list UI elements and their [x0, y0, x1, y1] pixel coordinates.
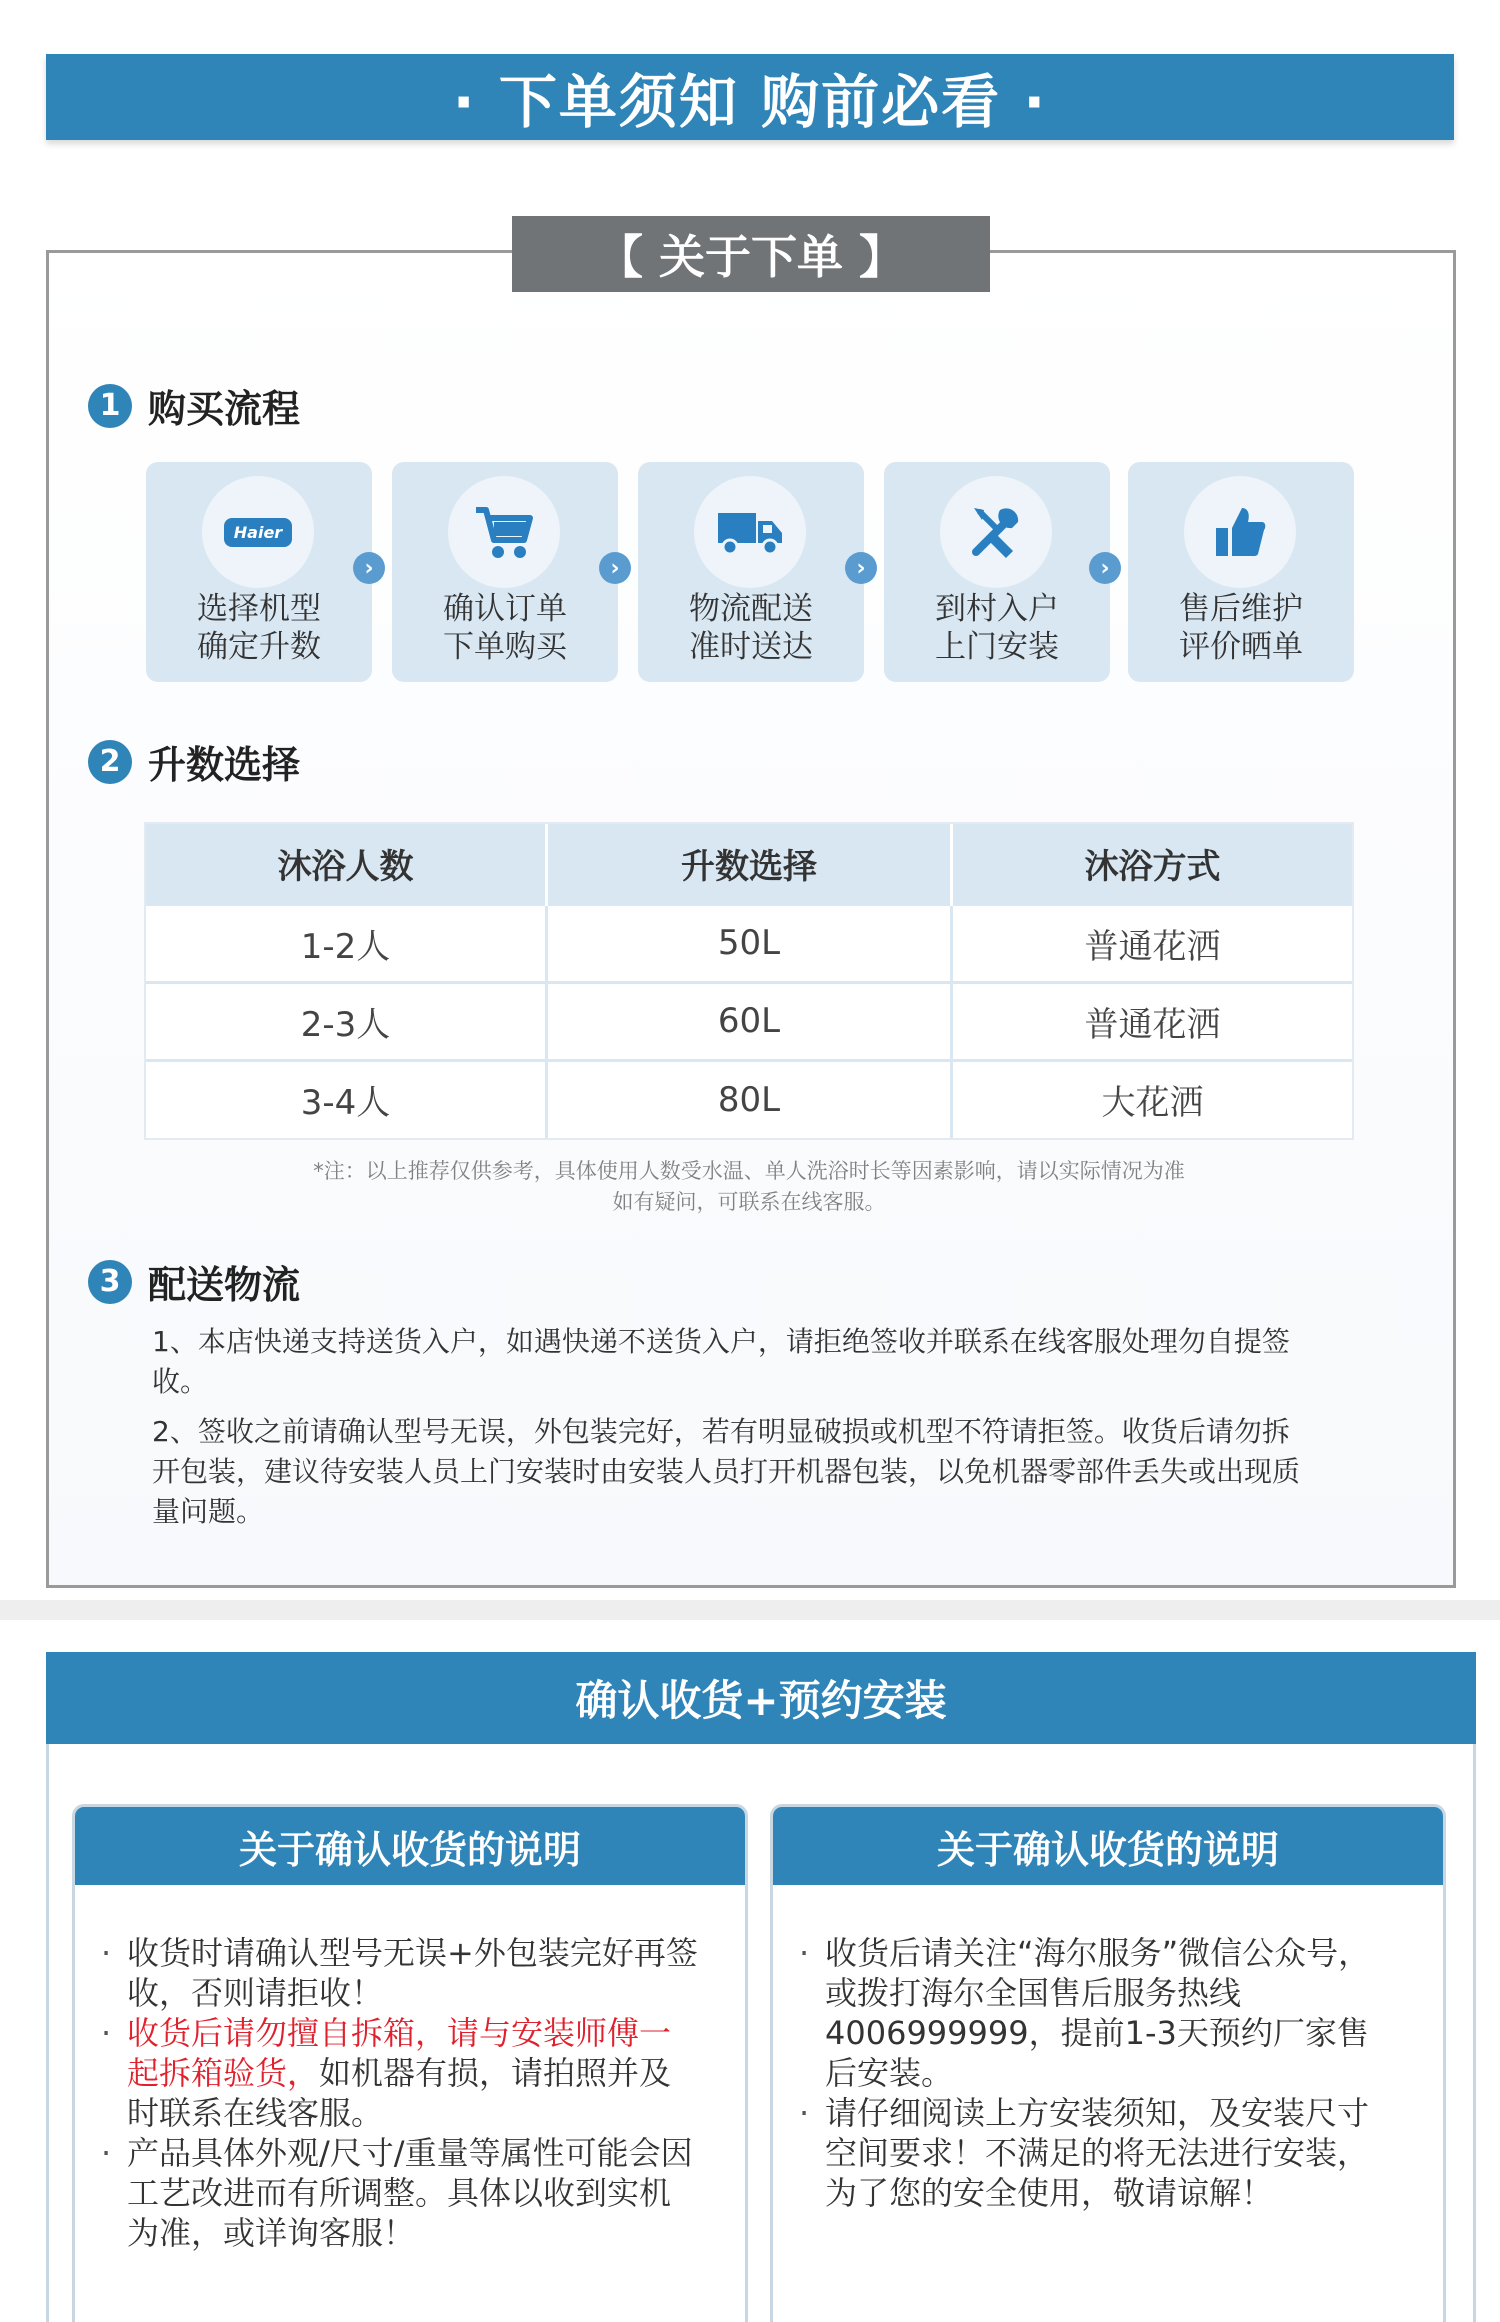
step-label: 确定升数 — [197, 629, 321, 665]
card-title: 关于确认收货的说明 — [75, 1807, 745, 1885]
step-label: 评价晒单 — [1179, 629, 1303, 665]
table-cell: 大花洒 — [951, 1060, 1352, 1138]
capacity-heading — [88, 734, 300, 789]
process-step-delivery — [638, 462, 864, 682]
list-item: · 产品具体外观/尺寸/重量等属性可能会因工艺改进而有所调整。具体以收到实机为准，或详询客服！ — [101, 2133, 701, 2253]
tools-icon — [940, 476, 1052, 588]
shipping-note-2: 2、签收之前请确认型号无误，外包装完好，若有明显破损或机型不符请拒签。收货后请勿拆开包装，建议待安装人员上门安装时由安装人员打开机器包装，以免机器零部件丢失或出现质量问题。 — [152, 1415, 1301, 1528]
section-divider — [0, 1600, 1500, 1620]
table-cell: 2-3人 — [146, 982, 547, 1060]
step-label: 物流配送 — [689, 591, 813, 627]
process-step-confirm-order — [392, 462, 618, 682]
shipping-note-1: 1、本店快递支持送货入户，如遇快递不送货入户，请拒绝签收并联系在线客服处理勿自提签收。 — [152, 1325, 1290, 1398]
haier-logo-icon: Haier — [202, 476, 314, 588]
table-cell: 60L — [547, 982, 952, 1060]
section-title: 升数选择 — [148, 743, 301, 787]
column-header: 沐浴方式 — [951, 824, 1352, 904]
table-row — [146, 904, 1352, 982]
section-title: 配送物流 — [148, 1263, 301, 1307]
list-item: · 收货后请勿擅自拆箱，请与安装师傅一起拆箱验货，如机器有损，请拍照并及时联系在线客服。 — [101, 2013, 701, 2133]
section-title: 购买流程 — [148, 387, 301, 431]
column-header: 升数选择 — [547, 824, 952, 904]
frame-divider — [990, 250, 1456, 253]
table-row — [146, 982, 1352, 1060]
column-header: 沐浴人数 — [146, 824, 547, 904]
capacity-table — [146, 824, 1352, 1138]
arrow-right-icon: › — [1089, 552, 1121, 584]
step-label: 上门安装 — [935, 629, 1059, 665]
table-cell: 1-2人 — [146, 904, 547, 982]
process-step-installation — [884, 462, 1110, 682]
capacity-note: *注：以上推荐仅供参考，具体使用人数受水温、单人洗浴时长等因素影响，请以实际情况为准 如有疑问，可联系在线客服。 — [313, 1159, 1185, 1214]
step-label: 到村入户 — [935, 591, 1059, 627]
shipping-heading — [88, 1254, 300, 1309]
about-order-title: 【 关于下单 】 — [512, 216, 990, 292]
list-item: · 收货后请关注“海尔服务”微信公众号，或拨打海尔全国售后服务热线4006999999，提前1-3天预约厂家售后安装。 — [799, 1933, 1399, 2093]
receipt-note-card-left — [72, 1804, 748, 2322]
confirm-section-title: 确认收货+预约安装 — [46, 1652, 1476, 1744]
step-label: 售后维护 — [1179, 591, 1303, 627]
table-cell: 普通花洒 — [951, 982, 1352, 1060]
delivery-truck-icon — [694, 476, 806, 588]
process-step-after-sales — [1128, 462, 1354, 682]
table-cell: 普通花洒 — [951, 904, 1352, 982]
table-row — [146, 1060, 1352, 1138]
alert-text: 收货后请勿擅自拆箱，请与安装师傅一起拆箱验货， — [127, 2014, 672, 2092]
section-number-badge: 1 — [88, 384, 132, 428]
list-item: · 请仔细阅读上方安装须知，及安装尺寸空间要求！不满足的将无法进行安装，为了您的安全使用，敬请谅解！ — [799, 2093, 1399, 2213]
process-heading — [88, 378, 300, 433]
frame-divider — [46, 250, 512, 253]
arrow-right-icon: › — [599, 552, 631, 584]
list-item: · 收货时请确认型号无误+外包装完好再签收，否则请拒收！ — [101, 1933, 701, 2013]
step-label: 准时送达 — [689, 629, 813, 665]
page-banner: · 下单须知 购前必看 · — [46, 54, 1454, 140]
step-label: 确认订单 — [443, 591, 567, 627]
table-header-row — [146, 824, 1352, 904]
thumbs-up-icon — [1184, 476, 1296, 588]
card-title: 关于确认收货的说明 — [773, 1807, 1443, 1885]
shopping-cart-icon — [448, 476, 560, 588]
receipt-note-card-right — [770, 1804, 1446, 2322]
section-number-badge: 3 — [88, 1260, 132, 1304]
arrow-right-icon: › — [353, 552, 385, 584]
table-cell: 80L — [547, 1060, 952, 1138]
step-label: 选择机型 — [197, 591, 321, 627]
table-cell: 50L — [547, 904, 952, 982]
section-number-badge: 2 — [88, 740, 132, 784]
arrow-right-icon: › — [845, 552, 877, 584]
table-cell: 3-4人 — [146, 1060, 547, 1138]
step-label: 下单购买 — [443, 629, 567, 665]
process-step-select-model — [146, 462, 372, 682]
